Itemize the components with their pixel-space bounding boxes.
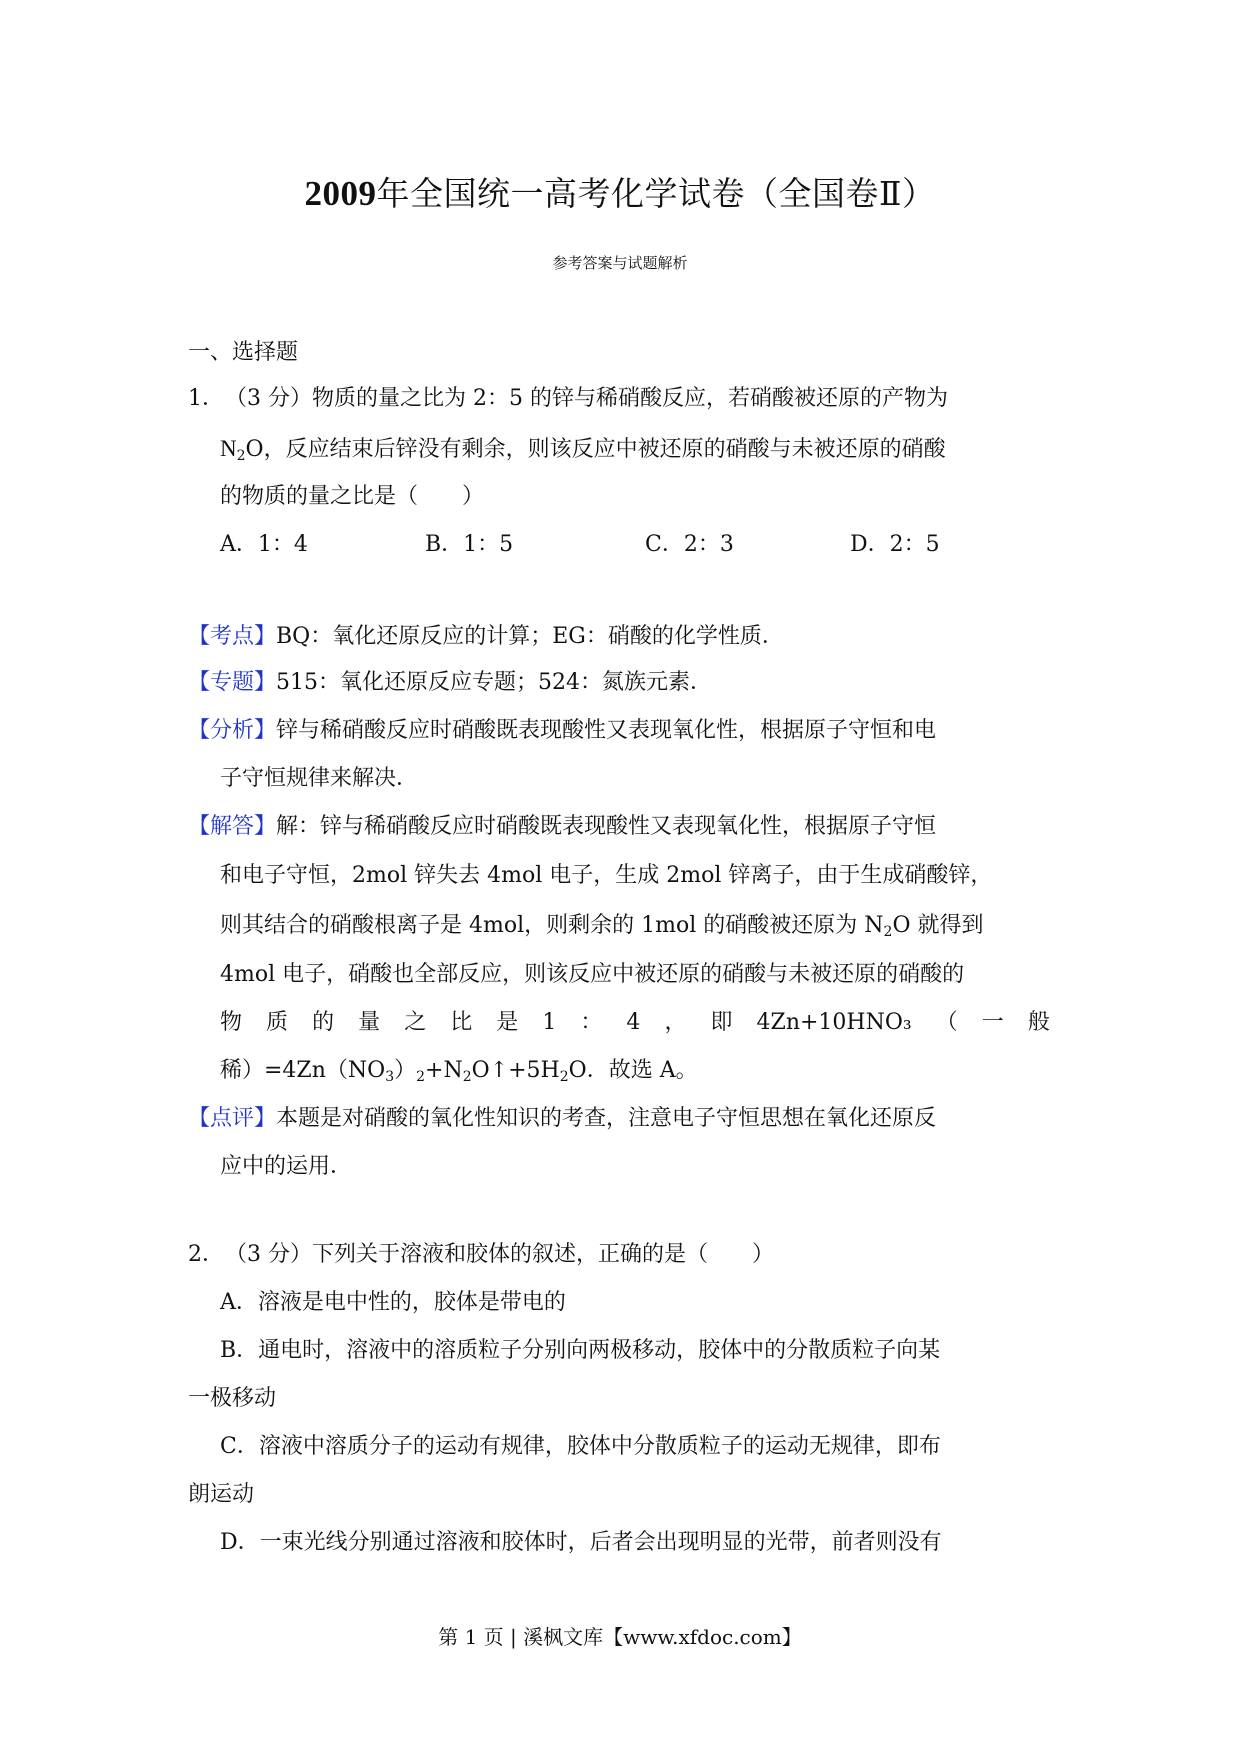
q2-option-a: A．溶液是电中性的，胶体是带电的	[220, 1290, 566, 1315]
page-footer: 第 1 页 | 溪枫文库【www.xfdoc.com】	[438, 1625, 802, 1649]
dianping-tag: 【点评】	[188, 1106, 277, 1131]
jieda-tag: 【解答】	[188, 814, 277, 839]
fenxi-tag: 【分析】	[188, 718, 277, 743]
kaodian-tag: 【考点】	[188, 624, 277, 649]
q1-number: 1．	[188, 386, 224, 411]
title-text: 年全国统一高考化学试卷（全国卷Ⅱ）	[376, 174, 936, 213]
q1-text-line3: 的物质的量之比是（ ）	[220, 484, 485, 509]
q2-option-d-line1: D．一束光线分别通过溶液和胶体时，后者会出现明显的光带，前者则没有	[220, 1530, 942, 1555]
q1-dianping-line2: 应中的运用．	[220, 1154, 353, 1179]
q2-option-b-line1: B．通电时，溶液中的溶质粒子分别向两极移动，胶体中的分散质粒子向某	[220, 1338, 941, 1363]
q1-kaodian: 【考点】BQ：氧化还原反应的计算；EG：硝酸的化学性质．	[188, 624, 784, 649]
q1-jieda-line3: 则其结合的硝酸根离子是 4mol，则剩余的 1mol 的硝酸被还原为 $N_2O$ 就得到	[220, 913, 984, 940]
q1-option-b: B．1：5	[425, 532, 514, 557]
q1-jieda-line4: 4mol 电子，硝酸也全部反应，则该反应中被还原的硝酸与未被还原的硝酸的	[220, 962, 965, 987]
q1-option-d: D．2：5	[850, 532, 940, 557]
q1-dianping: 【点评】本题是对硝酸的氧化性知识的考查，注意电子守恒思想在氧化还原反	[188, 1106, 937, 1131]
q2-text: （3 分）下列关于溶液和胶体的叙述，正确的是（ ）	[225, 1242, 774, 1267]
page-title	[0, 172, 1240, 216]
zhuanti-tag: 【专题】	[188, 670, 277, 695]
q2-option-c-line1: C．溶液中溶质分子的运动有规律，胶体中分散质粒子的运动无规律，即布	[220, 1434, 941, 1459]
q1-jieda: 【解答】解：锌与稀硝酸反应时硝酸既表现酸性又表现氧化性，根据原子守恒	[188, 814, 937, 839]
q2-option-c-line2: 朗运动	[188, 1482, 255, 1507]
q2-number: 2．	[188, 1242, 224, 1267]
q1-text-line2: $N_2O$，反应结束后锌没有剩余，则该反应中被还原的硝酸与未被还原的硝酸	[220, 436, 946, 464]
q2-option-b-line2: 一极移动	[188, 1386, 277, 1411]
q1-fenxi-line2: 子守恒规律来解决．	[220, 766, 419, 791]
q1-text-line1: （3 分）物质的量之比为 2：5 的锌与稀硝酸反应，若硝酸被还原的产物为	[225, 386, 948, 411]
subtitle: 参考答案与试题解析	[552, 254, 688, 272]
q1-jieda-line2: 和电子守恒，2mol 锌失去 4mol 电子，生成 2mol 锌离子，由于生成硝酸锌，	[220, 863, 993, 888]
q1-fenxi: 【分析】锌与稀硝酸反应时硝酸既表现酸性又表现氧化性，根据原子守恒和电	[188, 718, 937, 743]
title-year: 2009	[304, 174, 377, 213]
section-heading: 一、选择题	[188, 340, 299, 365]
q1-option-a: A．1：4	[220, 532, 308, 557]
q1-option-c: C．2：3	[645, 532, 734, 557]
q1-zhuanti: 【专题】515：氧化还原反应专题；524：氮族元素．	[188, 670, 712, 695]
q1-jieda-line5: 物 质 的 量 之 比 是 1 ： 4 ， 即 4Zn+10HNO₃ （ 一 般	[220, 1010, 1050, 1035]
q1-jieda-line6: 稀）$=4Zn(NO_3)_2+N_2O↑+5H_2O$．故选 A。	[220, 1058, 698, 1085]
